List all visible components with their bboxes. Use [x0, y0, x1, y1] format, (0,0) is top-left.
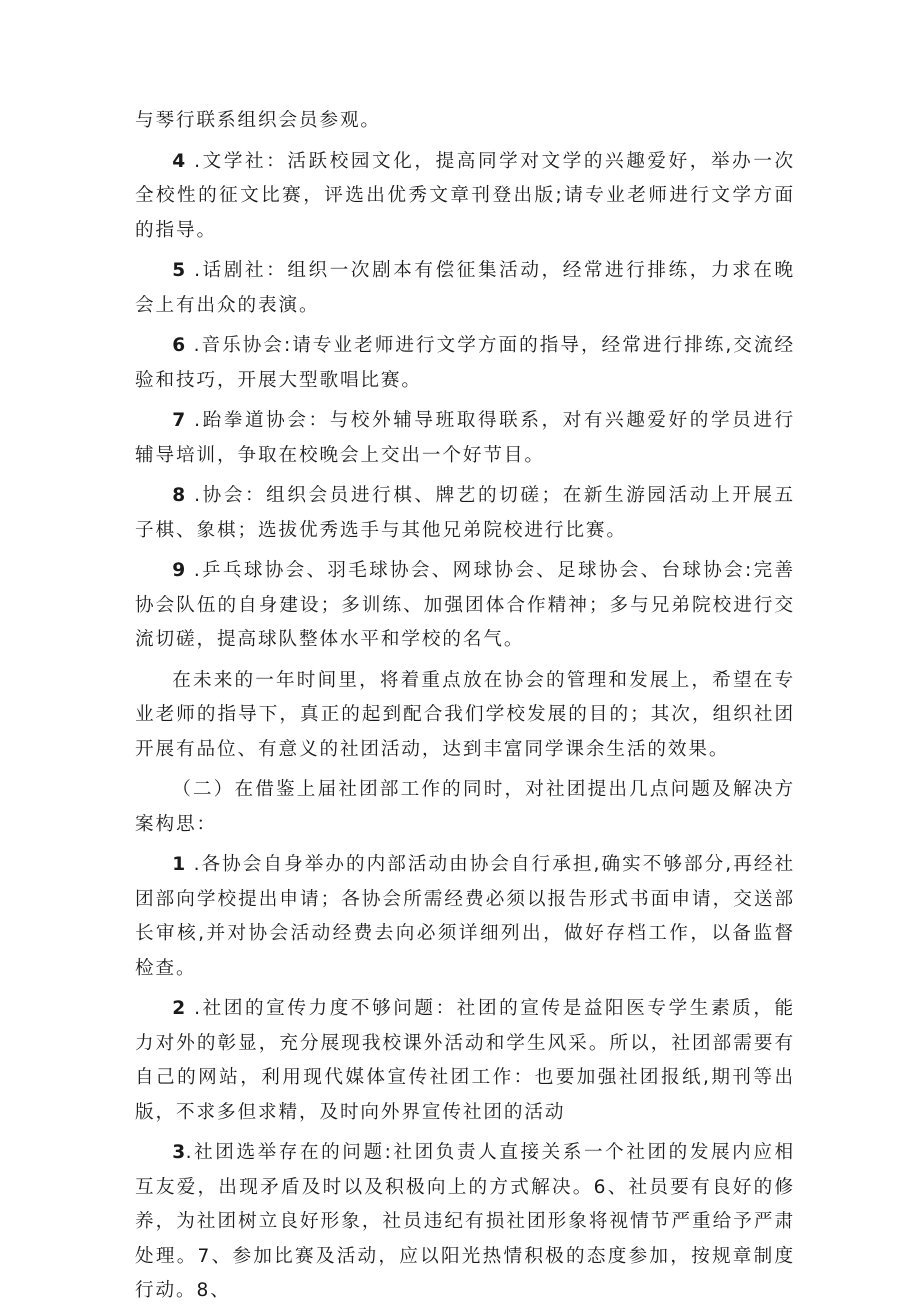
section-heading-text: （二）在借鉴上届社团部工作的同时，对社团提出几点问题及解决方案构思： [135, 779, 795, 835]
item-number: 1 [172, 854, 186, 875]
list-item [135, 554, 795, 658]
item-number: 3 [172, 1142, 186, 1163]
item-text: .各协会自身举办的内部活动由协会自行承担,确实不够部分,再经社团部向学校提出申请；各协会所需经费必须以报告形式书面申请，交送部长审核,并对协会活动经费去向必须详细列出，做好存档工作，以备监督检查。 [135, 854, 795, 979]
paragraph-text: 与琴行联系组织会员参观。 [135, 110, 381, 131]
list-item [135, 1136, 795, 1309]
item-text: .社团的宣传力度不够问题：社团的宣传是益阳医专学生素质，能力对外的彰显，充分展现我校课外活动和学生风采。所以，社团部需要有自己的网站，利用现代媒体宣传社团工作：也要加强社团报纸,期刊等出版，不求多但求精，及时向外界宣传社团的活动 [135, 998, 795, 1123]
item-text: .乒乓球协会、羽毛球协会、网球协会、足球协会、台球协会:完善协会队伍的自身建设；多训练、加强团体合作精神；多与兄弟院校进行交流切磋，提高球队整体水平和学校的名气。 [135, 560, 795, 650]
section-heading [135, 773, 795, 842]
list-item [135, 254, 795, 323]
list-item [135, 145, 795, 249]
item-text: .协会：组织会员进行棋、牌艺的切磋；在新生游园活动上开展五子棋、象棋；选拔优秀选手与其他兄弟院校进行比赛。 [135, 485, 795, 541]
item-number: 8 [172, 485, 186, 506]
paragraph-text: 在未来的一年时间里，将着重点放在协会的管理和发展上，希望在专业老师的指导下，真正的起到配合我们学校发展的目的；其次，组织社团开展有品位、有意义的社团活动，达到丰富同学课余生活的效果。 [135, 669, 795, 760]
item-text: .话剧社：组织一次剧本有偿征集活动，经常进行排练，力求在晚会上有出众的表演。 [135, 260, 795, 316]
list-item [135, 479, 795, 548]
list-item [135, 992, 795, 1130]
item-number: 2 [172, 998, 186, 1019]
item-number: 9 [172, 560, 186, 581]
list-item [135, 848, 795, 986]
paragraph [135, 104, 795, 139]
item-text: .音乐协会:请专业老师进行文学方面的指导，经常进行排练,交流经验和技巧，开展大型歌唱比赛。 [135, 335, 795, 391]
item-number: 4 [172, 150, 186, 172]
item-text: .跆拳道协会：与校外辅导班取得联系，对有兴趣爱好的学员进行辅导培训，争取在校晚会上交出一个好节目。 [135, 410, 795, 466]
item-text: .社团选举存在的问题:社团负责人直接关系一个社团的发展内应相互友爱，出现矛盾及时以及积极向上的方式解决。6、社员要有良好的修养，为社团树立良好形象，社员违纪有损社团形象将视情节严重给予严肃处理。7、参加比赛及活动，应以阳光热情积极的态度参加，按规章制度行动。8、 [135, 1142, 795, 1301]
list-item [135, 404, 795, 473]
paragraph [135, 664, 795, 768]
item-number: 7 [172, 410, 186, 431]
item-text: .文学社：活跃校园文化，提高同学对文学的兴趣爱好，举办一次全校性的征文比赛，评选出优秀文章刊登出版;请专业老师进行文学方面的指导。 [135, 150, 795, 241]
item-number: 5 [172, 260, 186, 281]
document-body [135, 104, 795, 1315]
list-item [135, 329, 795, 398]
item-number: 6 [172, 335, 186, 356]
